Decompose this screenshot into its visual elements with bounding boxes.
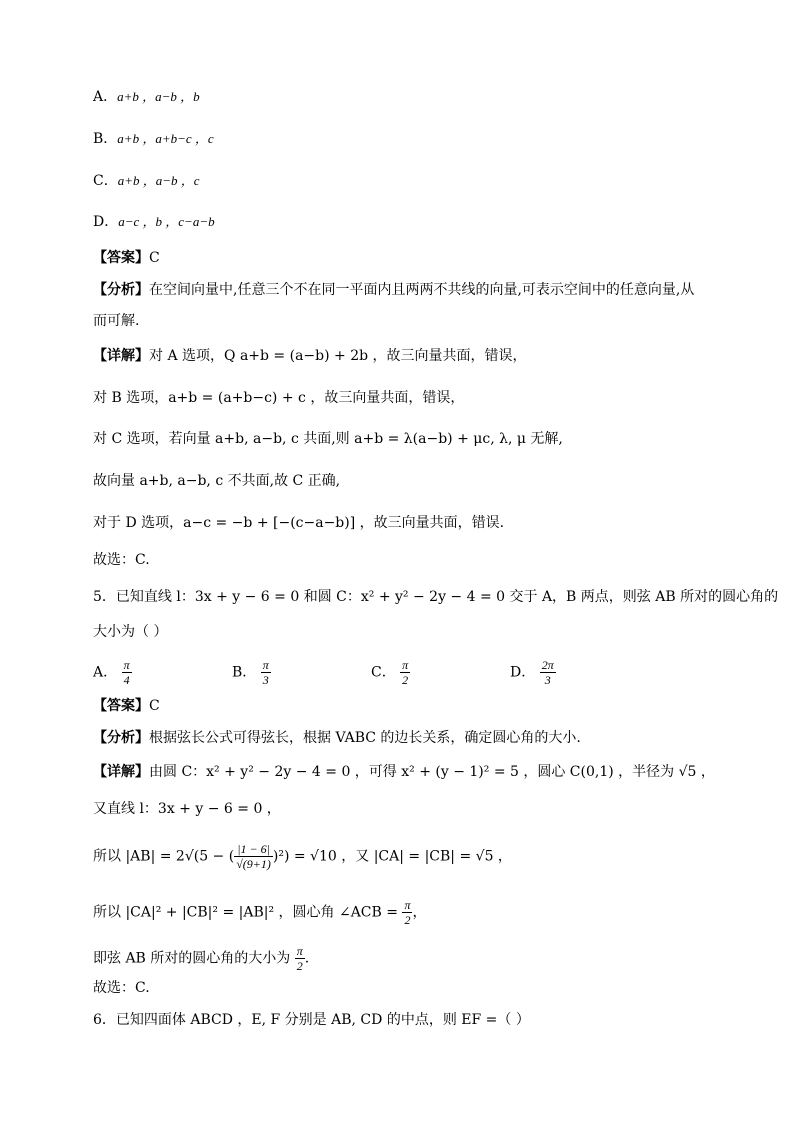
q4-detail-line5 [93, 513, 504, 533]
detail-text: 对于 D 选项，a−c = −b + [−(c−a−b)] ，故三向量共面，错误. [93, 515, 505, 531]
detail-text: 又直线 l：3x + y − 6 = 0 ， [93, 801, 281, 817]
detail-text: 对 B 选项，a+b = (a+b−c) + c ，故三向量共面，错误， [93, 390, 465, 406]
option-fraction [122, 658, 132, 687]
option-expr: a+b ，a−b ，b [117, 89, 200, 104]
q5-option-d [510, 658, 556, 687]
stem-text: 6．已知四面体 ABCD ，E, F 分别是 AB, CD 的中点，则 EF =（ ） [93, 1012, 530, 1028]
q5-stem-line2 [93, 622, 167, 642]
fraction-denominator: 2 [296, 959, 303, 973]
fraction-denominator: 2 [404, 913, 411, 927]
fraction-numerator: π [296, 944, 303, 958]
option-label: B． [232, 664, 257, 681]
q4-detail-line3 [93, 429, 563, 449]
detail-tag: 【详解】 [93, 348, 149, 364]
q4-option-b [93, 129, 214, 149]
detail-text: ， [412, 904, 427, 921]
fraction-denominator: 3 [544, 673, 551, 687]
q5-analysis [93, 728, 581, 748]
option-label: D． [510, 664, 536, 681]
q4-answer [93, 248, 160, 268]
analysis-text: 而可解. [93, 313, 140, 329]
q5-option-b [232, 658, 271, 687]
option-label: C． [93, 173, 118, 189]
analysis-tag: 【分析】 [93, 730, 149, 746]
q5-option-a [93, 658, 132, 687]
option-label: D． [93, 214, 119, 230]
option-label: A． [93, 89, 118, 105]
q4-detail-line4 [93, 471, 340, 491]
fraction-denominator: 4 [123, 673, 130, 687]
q5-conclusion [93, 978, 150, 998]
option-expr: a+b ，a+b−c ，c [117, 131, 214, 146]
q5-detail-line5 [93, 944, 309, 973]
detail-tag: 【详解】 [93, 764, 149, 780]
answer-tag: 【答案】 [93, 250, 149, 266]
stem-text: 5．已知直线 l：3x + y − 6 = 0 和圆 C：x² + y² − 2y − 4 = 0 交于 A，B 两点，则弦 AB 所对的圆心角的 [93, 589, 779, 605]
q5-stem-line1 [93, 587, 778, 607]
q5-detail-line3 [93, 842, 512, 871]
detail-text: . [304, 950, 310, 967]
detail-text: )²) = √10 ，又 |CA| = |CB| = √5 ， [272, 848, 512, 865]
q5-option-c [371, 658, 410, 687]
fraction-denominator: 3 [262, 673, 269, 687]
option-fraction [540, 658, 556, 687]
fraction-numerator: π [402, 658, 409, 672]
q4-detail-line2 [93, 388, 464, 408]
q5-detail-line1 [93, 762, 715, 782]
q6-stem [93, 1010, 530, 1030]
q5-detail-line4 [93, 898, 426, 927]
option-label: B． [93, 131, 118, 147]
option-fraction [400, 658, 410, 687]
q4-analysis-line2 [93, 311, 139, 331]
answer-value: C [149, 250, 160, 266]
conclusion-text: 故选：C. [93, 980, 150, 996]
fraction-denominator: √(9+1) [236, 857, 271, 871]
option-expr: a−c ，b ，c−a−b [118, 214, 215, 229]
q4-detail-line1 [93, 346, 527, 366]
q4-option-a [93, 87, 200, 107]
answer-value: C [149, 698, 160, 714]
conclusion-text: 故选：C. [93, 552, 150, 568]
fraction-numerator: π [123, 658, 130, 672]
angle-fraction [295, 944, 305, 973]
q4-option-c [93, 171, 200, 191]
detail-text: 即弦 AB 所对的圆心角的大小为 [93, 950, 291, 967]
analysis-text: 在空间向量中,任意三个不在同一平面内且两两不共线的向量,可表示空间中的任意向量,从 [149, 282, 695, 298]
analysis-text: 根据弦长公式可得弦长，根据 VABC 的边长关系，确定圆心角的大小. [149, 730, 581, 746]
fraction-numerator: π [404, 898, 411, 912]
option-expr: a+b ，a−b ，c [117, 173, 200, 188]
fraction-numerator: π [262, 658, 269, 672]
fraction-numerator: |1 − 6| [234, 842, 273, 857]
q4-analysis-line1 [93, 280, 694, 300]
fraction-numerator: 2π [541, 658, 554, 672]
analysis-tag: 【分析】 [93, 282, 149, 298]
fraction-denominator: 2 [402, 673, 409, 687]
chord-distance-fraction [234, 842, 273, 871]
detail-text: 由圆 C：x² + y² − 2y − 4 = 0 ，可得 x² + (y − 1)² = 5 ，圆心 C(0,1) ，半径为 √5 ， [149, 764, 715, 780]
angle-fraction [402, 898, 412, 927]
q4-conclusion [93, 550, 150, 570]
detail-text: 对 C 选项，若向量 a+b, a−b, c 共面,则 a+b = λ(a−b) + μc, λ, μ 无解, [93, 431, 563, 447]
q5-answer [93, 696, 160, 716]
detail-text: 故向量 a+b, a−b, c 不共面,故 C 正确, [93, 473, 341, 489]
option-fraction [261, 658, 271, 687]
detail-text: 对 A 选项，Q a+b = (a−b) + 2b ，故三向量共面，错误， [149, 348, 527, 364]
stem-text: 大小为（ ） [93, 624, 168, 640]
q5-detail-line2 [93, 799, 281, 819]
detail-text: 所以 |AB| = 2√(5 − ( [93, 848, 235, 865]
option-label: A． [93, 664, 118, 681]
detail-text: 所以 |CA|² + |CB|² = |AB|² ，圆心角 ∠ACB = [93, 904, 398, 921]
q4-option-d [93, 212, 215, 232]
option-label: C． [371, 664, 396, 681]
answer-tag: 【答案】 [93, 698, 149, 714]
